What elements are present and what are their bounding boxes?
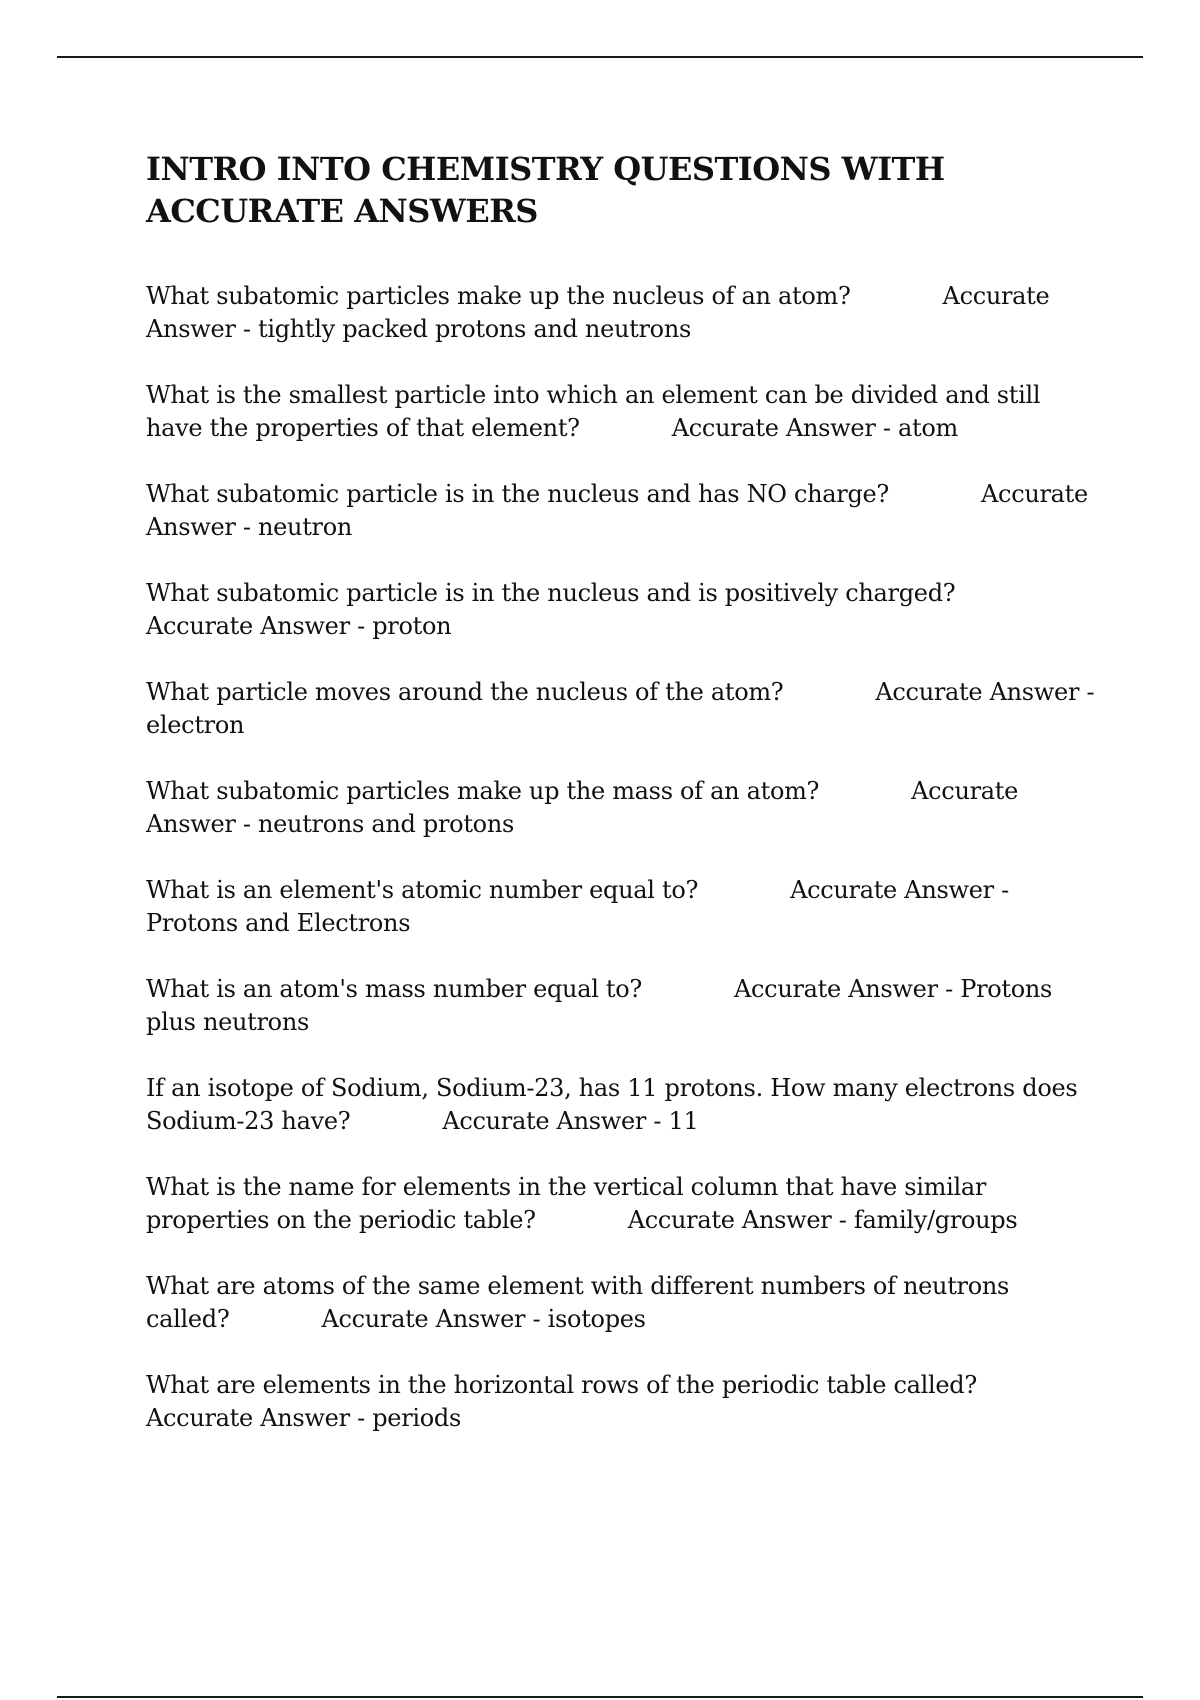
qa-item	[146, 379, 1096, 445]
question-text: What subatomic particles make up the mass of an atom?	[146, 777, 820, 805]
question-text: What is the smallest particle into which an element can be divided and still have the properties of that element?	[146, 381, 1041, 442]
answer-text: Accurate Answer - proton	[146, 612, 452, 640]
qa-list	[146, 280, 1096, 1435]
answer-text: Accurate Answer - isotopes	[321, 1305, 646, 1333]
answer-text: Accurate Answer - tightly packed protons and neutrons	[146, 282, 1050, 343]
answer-text: Accurate Answer - atom	[671, 414, 958, 442]
answer-text: Accurate Answer - periods	[146, 1404, 461, 1432]
qa-item	[146, 1369, 1096, 1435]
answer-text: Accurate Answer - Protons plus neutrons	[146, 975, 1053, 1036]
question-text: What are elements in the horizontal rows of the periodic table called?	[146, 1371, 977, 1399]
question-text: What subatomic particle is in the nucleus and is positively charged?	[146, 579, 956, 607]
question-text: What is an atom's mass number equal to?	[146, 975, 642, 1003]
qa-item	[146, 1171, 1096, 1237]
qa-item	[146, 874, 1096, 940]
answer-text: Accurate Answer - family/groups	[627, 1206, 1018, 1234]
qa-item	[146, 1072, 1096, 1138]
qa-item	[146, 973, 1096, 1039]
question-text: What are atoms of the same element with different numbers of neutrons called?	[146, 1272, 1010, 1333]
answer-text: Accurate Answer - electron	[146, 678, 1095, 739]
question-text: What particle moves around the nucleus of the atom?	[146, 678, 784, 706]
header-rule	[57, 56, 1143, 58]
document-body	[146, 148, 1096, 1468]
qa-item	[146, 676, 1096, 742]
answer-text: Accurate Answer - neutrons and protons	[146, 777, 1019, 838]
footer-rule	[57, 1696, 1143, 1698]
qa-item	[146, 775, 1096, 841]
qa-item	[146, 280, 1096, 346]
qa-item	[146, 1270, 1096, 1336]
question-text: What subatomic particles make up the nucleus of an atom?	[146, 282, 851, 310]
question-text: What is an element's atomic number equal to?	[146, 876, 699, 904]
qa-item	[146, 577, 1096, 643]
qa-item	[146, 478, 1096, 544]
question-text: If an isotope of Sodium, Sodium-23, has 11 protons. How many electrons does Sodium-23 have?	[146, 1074, 1078, 1135]
answer-text: Accurate Answer - 11	[442, 1107, 699, 1135]
question-text: What subatomic particle is in the nucleus and has NO charge?	[146, 480, 890, 508]
document-title: INTRO INTO CHEMISTRY QUESTIONS WITH ACCURATE ANSWERS	[146, 150, 945, 230]
answer-text: Accurate Answer - Protons and Electrons	[146, 876, 1009, 937]
answer-text: Accurate Answer - neutron	[146, 480, 1088, 541]
question-text: What is the name for elements in the vertical column that have similar properties on the periodic table?	[146, 1173, 987, 1234]
